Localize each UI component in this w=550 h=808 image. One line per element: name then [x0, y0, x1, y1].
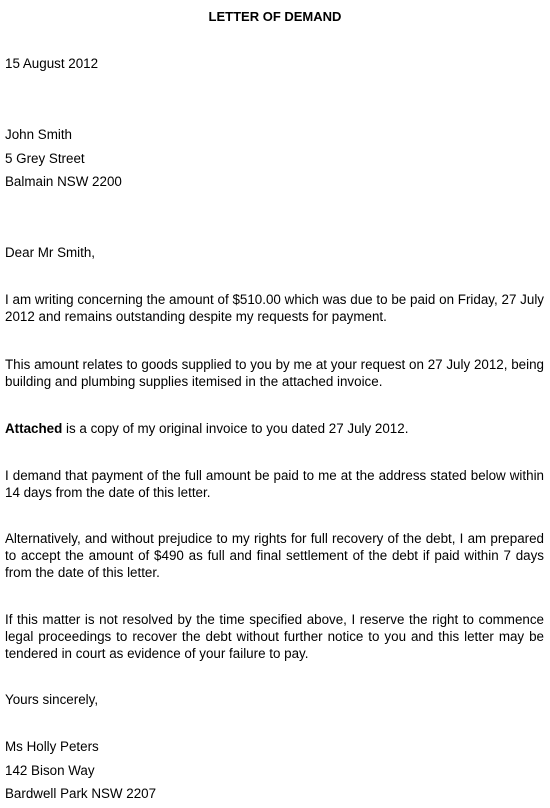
sender-street: 142 Bison Way [5, 763, 95, 778]
paragraph-settlement-offer: Alternatively, and without prejudice to my rights for full recovery of the debt, I am prepared to accept the amount of $490 as full and final settlement of the debt if paid within 7 days from the date of this letter. [5, 531, 544, 580]
attached-text: is a copy of my original invoice to you dated 27 July 2012. [62, 421, 409, 436]
salutation: Dear Mr Smith, [5, 245, 96, 260]
paragraph-payment-demand: I demand that payment of the full amount be paid to me at the address stated below within 14 days from the date of this letter. [5, 468, 544, 500]
sender-locality: Bardwell Park NSW 2207 [5, 786, 157, 801]
letter-title: LETTER OF DEMAND [208, 9, 342, 24]
recipient-street: 5 Grey Street [5, 151, 85, 166]
paragraph-legal-proceedings: If this matter is not resolved by the time specified above, I reserve the right to commence legal proceedings to recover the debt without further notice to you and this letter may be tendered in court as evidence of your failure to pay. [5, 612, 544, 661]
closing: Yours sincerely, [5, 692, 99, 707]
paragraph-goods-supplied: This amount relates to goods supplied to you by me at your request on 27 July 2012, being building and plumbing supplies itemised in the attached invoice. [5, 357, 544, 389]
paragraph-attached-invoice [5, 420, 544, 437]
recipient-locality: Balmain NSW 2200 [5, 174, 122, 189]
letter-date: 15 August 2012 [5, 56, 99, 71]
sender-name: Ms Holly Peters [5, 739, 99, 754]
recipient-name: John Smith [5, 127, 72, 142]
attached-label: Attached [5, 421, 63, 436]
paragraph-amount-due: I am writing concerning the amount of $510.00 which was due to be paid on Friday, 27 July 2012 and remains outstanding despite my requests for payment. [5, 292, 544, 324]
